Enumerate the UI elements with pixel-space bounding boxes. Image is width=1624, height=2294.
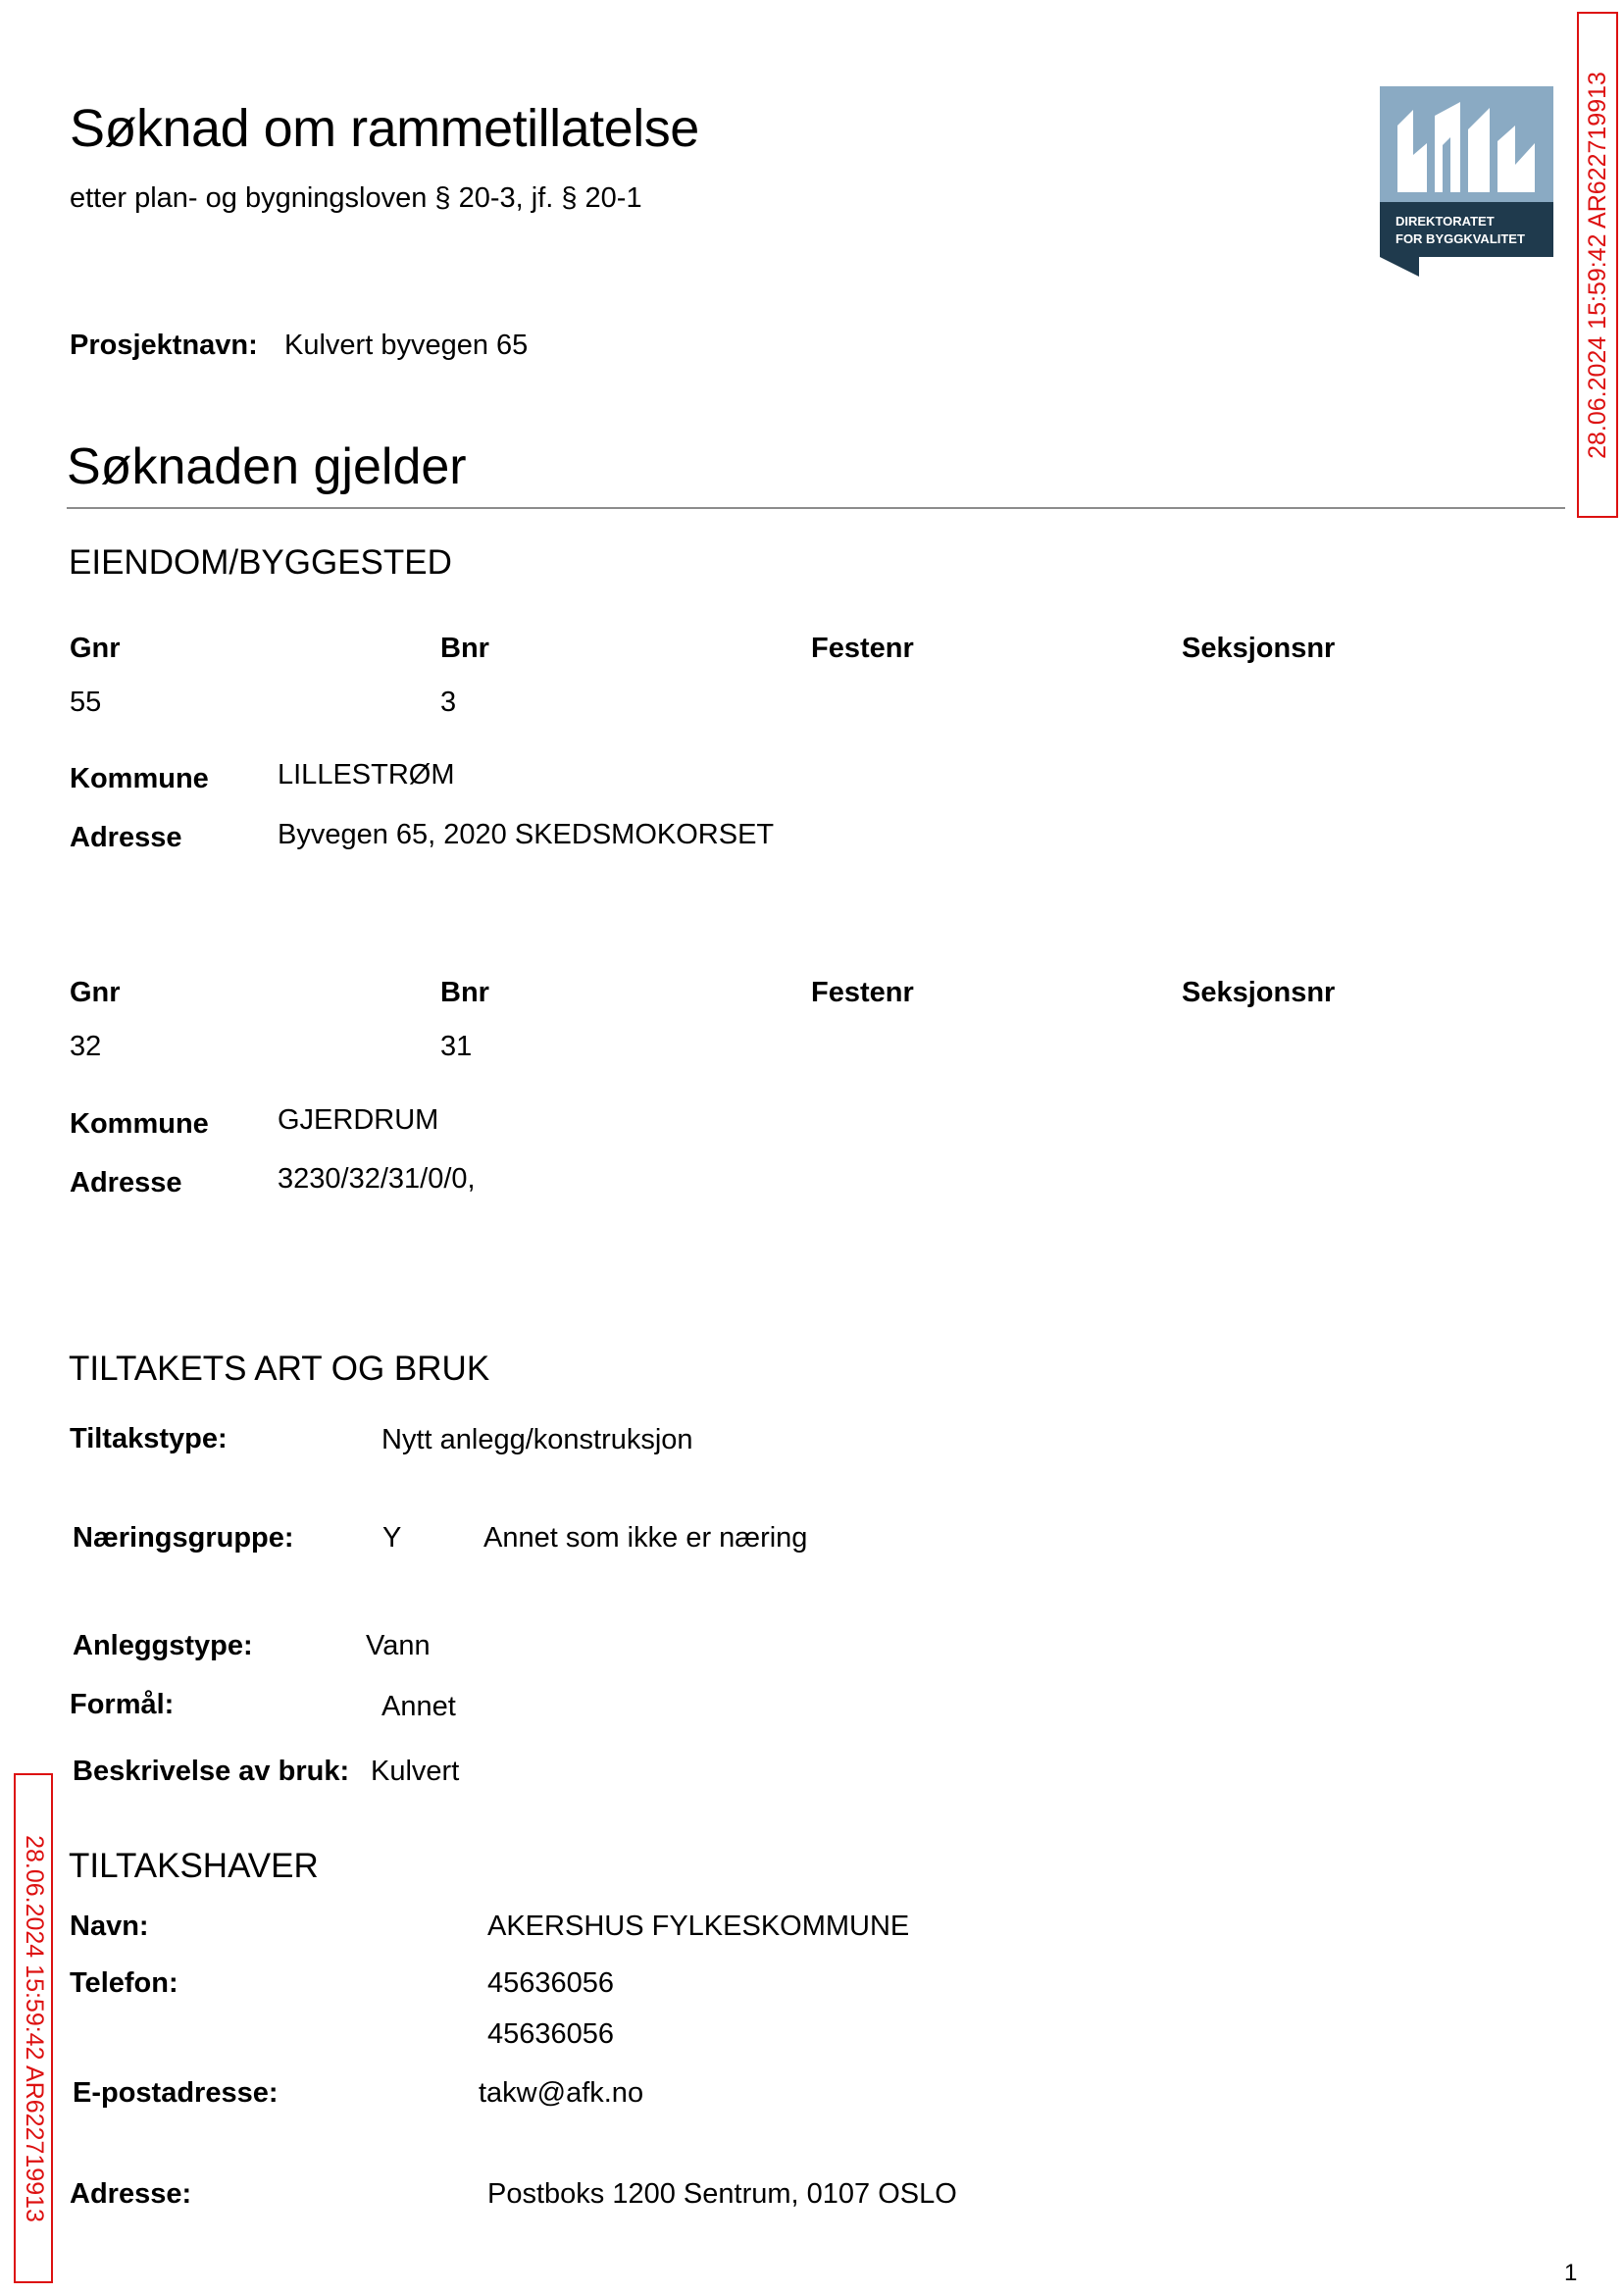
navn-value: AKERSHUS FYLKESKOMMUNE <box>487 1911 910 1942</box>
stamp-text: 28.06.2024 15:59:42 AR622719913 <box>1583 71 1611 459</box>
property-2-kommune: GJERDRUM <box>278 1104 439 1136</box>
naeringsgruppe-code: Y <box>382 1522 402 1554</box>
adresse-value: Postboks 1200 Sentrum, 0107 OSLO <box>487 2178 957 2210</box>
section-heading: Søknaden gjelder <box>67 438 467 495</box>
telefon-value-1: 45636056 <box>487 1967 615 1999</box>
stamp-text: 28.06.2024 15:59:42 AR622719913 <box>20 1834 48 2222</box>
tiltakstype-label: Tiltakstype: <box>70 1423 228 1454</box>
project-label: Prosjektnavn: <box>70 330 258 361</box>
dibk-logo <box>1380 86 1553 277</box>
page-number: 1 <box>1564 2260 1578 2286</box>
property-2-adresse: 3230/32/31/0/0, <box>278 1163 476 1195</box>
property-1-gnr: 55 <box>70 687 102 718</box>
formaal-label: Formål: <box>70 1689 175 1720</box>
telefon-value-2: 45636056 <box>487 2018 615 2050</box>
property-1-adresse-label: Adresse <box>70 822 182 853</box>
section-divider <box>67 507 1565 509</box>
property-2-gnr: 32 <box>70 1031 102 1062</box>
document-subtitle: etter plan- og bygningsloven § 20-3, jf. § 20-1 <box>70 182 642 214</box>
col-seksjonsnr-header: Seksjonsnr <box>1182 977 1336 1008</box>
beskrivelse-value: Kulvert <box>371 1756 460 1787</box>
col-gnr-header: Gnr <box>70 633 121 664</box>
col-festenr-header: Festenr <box>811 633 914 664</box>
property-1-adresse: Byvegen 65, 2020 SKEDSMOKORSET <box>278 819 775 850</box>
timestamp-stamp-top <box>1577 12 1618 518</box>
tiltakshaver-heading: TILTAKSHAVER <box>69 1847 319 1885</box>
timestamp-stamp-left <box>14 1773 53 2283</box>
col-seksjonsnr-header: Seksjonsnr <box>1182 633 1336 664</box>
property-1-kommune: LILLESTRØM <box>278 759 455 790</box>
col-gnr-header: Gnr <box>70 977 121 1008</box>
property-1-bnr: 3 <box>440 687 457 718</box>
property-2-kommune-label: Kommune <box>70 1108 209 1140</box>
logo-text-line1: DIREKTORATET <box>1396 214 1495 229</box>
col-festenr-header: Festenr <box>811 977 914 1008</box>
beskrivelse-label: Beskrivelse av bruk: <box>73 1756 350 1787</box>
tiltak-heading: TILTAKETS ART OG BRUK <box>69 1350 490 1388</box>
property-2-adresse-label: Adresse <box>70 1167 182 1198</box>
document-title: Søknad om rammetillatelse <box>70 99 699 158</box>
adresse-label: Adresse: <box>70 2178 192 2210</box>
formaal-value: Annet <box>381 1691 456 1722</box>
anleggstype-label: Anleggstype: <box>73 1630 253 1661</box>
naeringsgruppe-label: Næringsgruppe: <box>73 1522 294 1554</box>
project-value: Kulvert byvegen 65 <box>284 330 529 361</box>
logo-text-line2: FOR BYGGKVALITET <box>1396 231 1525 246</box>
naeringsgruppe-value: Annet som ikke er næring <box>483 1522 808 1554</box>
epost-label: E-postadresse: <box>73 2077 279 2109</box>
eiendom-heading: EIENDOM/BYGGESTED <box>69 543 452 582</box>
navn-label: Navn: <box>70 1911 149 1942</box>
anleggstype-value: Vann <box>366 1630 431 1661</box>
col-bnr-header: Bnr <box>440 977 489 1008</box>
telefon-label: Telefon: <box>70 1967 178 1999</box>
property-1-kommune-label: Kommune <box>70 763 209 794</box>
dibk-logo-graphic <box>1380 86 1553 277</box>
property-2-bnr: 31 <box>440 1031 473 1062</box>
tiltakstype-value: Nytt anlegg/konstruksjon <box>381 1424 693 1455</box>
epost-value: takw@afk.no <box>479 2077 644 2109</box>
col-bnr-header: Bnr <box>440 633 489 664</box>
